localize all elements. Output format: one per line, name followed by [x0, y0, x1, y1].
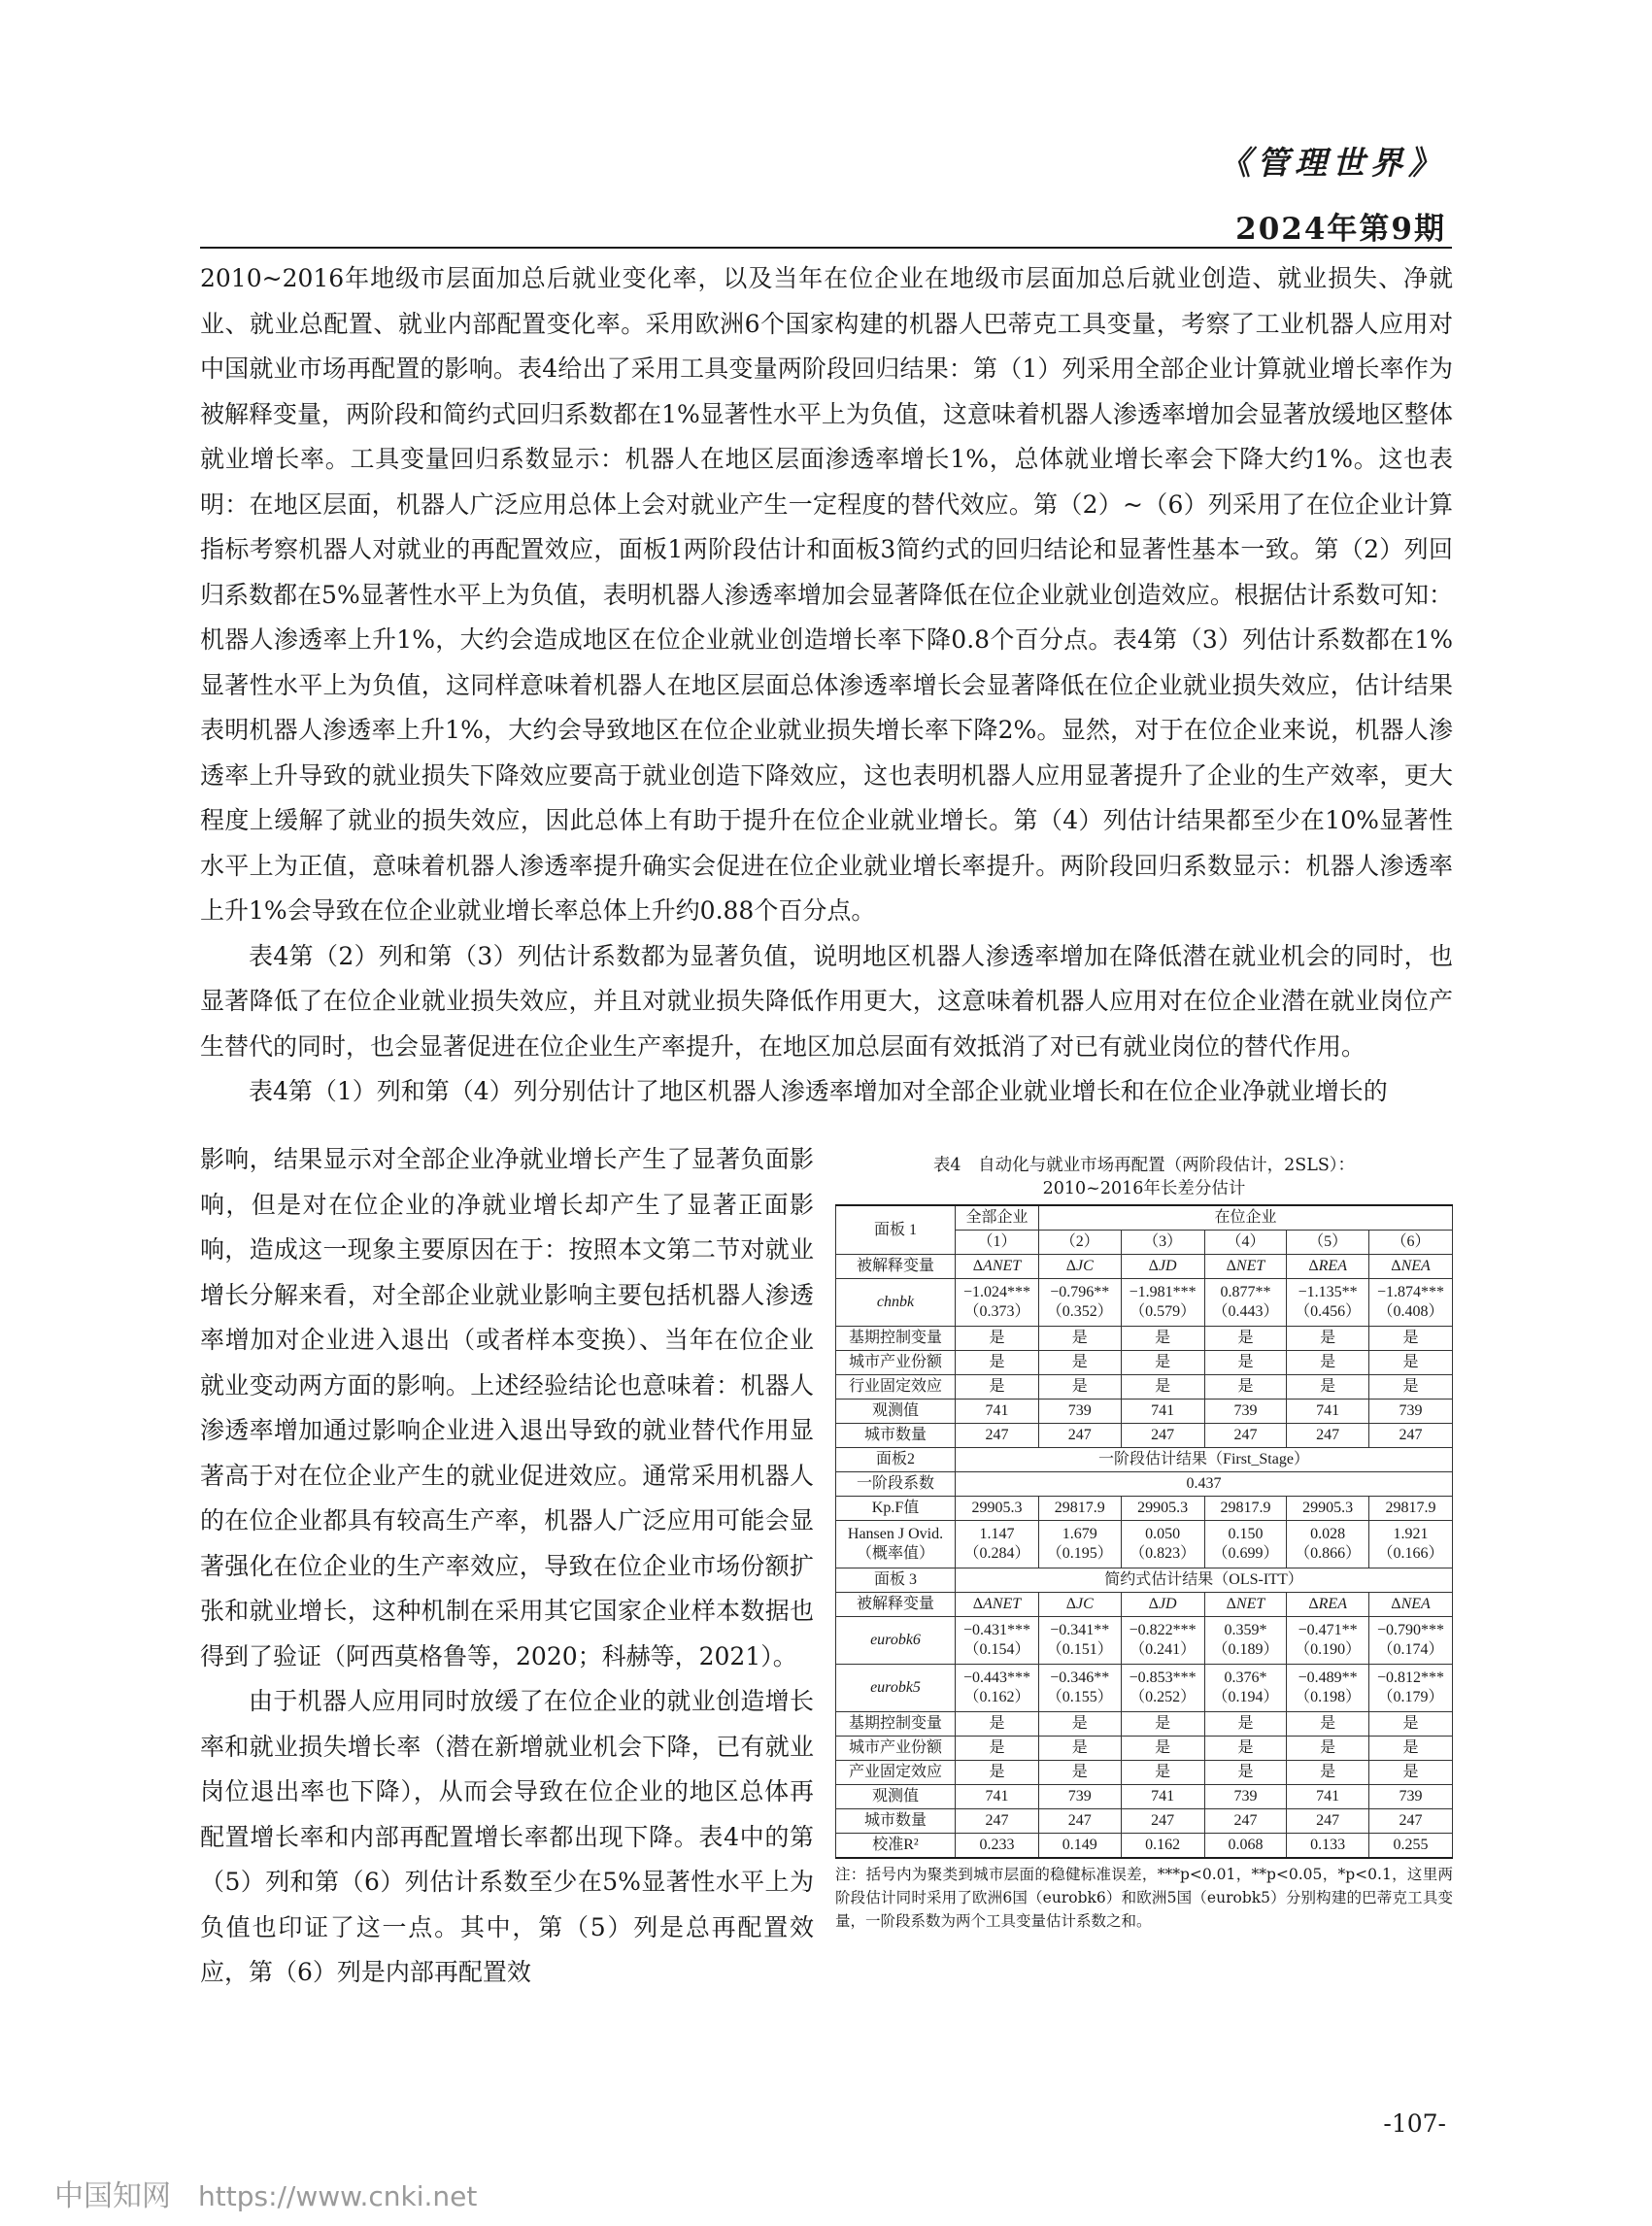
coef-value: −1.874***	[1377, 1284, 1445, 1300]
obs-label: 观测值	[836, 1785, 956, 1809]
se-value: （0.190）	[1295, 1641, 1362, 1658]
hansen-cell	[1121, 1521, 1204, 1568]
depvar-cell: ΔNEA	[1369, 1255, 1453, 1279]
coef-value: −0.489**	[1298, 1670, 1358, 1686]
obs-cell: 739	[1038, 1785, 1121, 1809]
panel2-title: 一阶段估计结果（First_Stage）	[956, 1448, 1453, 1472]
hansen-value: 1.679	[1062, 1526, 1097, 1542]
depvar-cell: ΔNEA	[1369, 1593, 1453, 1617]
yes-cell: 是	[956, 1351, 1039, 1375]
column-number: （4）	[1204, 1231, 1287, 1255]
yes-cell: 是	[1204, 1327, 1287, 1351]
se-value: （0.151）	[1046, 1641, 1113, 1658]
obs-cell: 739	[1204, 1400, 1287, 1424]
column-number: （5）	[1287, 1231, 1369, 1255]
column-number: （3）	[1121, 1231, 1204, 1255]
control-row	[836, 1737, 1453, 1761]
coef-value: −0.853***	[1129, 1670, 1197, 1686]
obs-cell: 741	[956, 1400, 1039, 1424]
city-row	[836, 1424, 1453, 1448]
depvar-name: ANET	[983, 1258, 1022, 1274]
city-cell: 247	[956, 1809, 1039, 1834]
table-caption-line1: 表4 自动化与就业市场再配置（两阶段估计，2SLS）：	[932, 1156, 1356, 1175]
control-label: 基期控制变量	[836, 1327, 956, 1351]
control-row	[836, 1351, 1453, 1375]
depvar-row-panel3	[836, 1593, 1453, 1617]
control-row	[836, 1327, 1453, 1351]
hansen-value: 0.050	[1145, 1526, 1181, 1542]
coef-value: −0.790***	[1377, 1622, 1445, 1638]
table-note: 注：括号内为聚类到城市层面的稳健标准误差，***p<0.01，**p<0.05，*p<0.1，这里两阶段估计同时采用了欧洲6国（eurobk6）和欧洲5国（eurobk5）分别构建的巴蒂克工具变量，一阶段系数为两个工具变量估计系数之和。	[835, 1866, 1453, 1930]
coef-cell	[1287, 1279, 1369, 1327]
hansen-row	[836, 1521, 1453, 1568]
r2-cell: 0.162	[1121, 1834, 1204, 1859]
coef-cell	[956, 1665, 1039, 1712]
group-incumbent-firms: 在位企业	[1038, 1205, 1452, 1231]
coef-cell	[1204, 1617, 1287, 1665]
se-value: （0.352）	[1046, 1303, 1113, 1320]
se-value: （0.252）	[1129, 1689, 1197, 1705]
coef-value: −0.812***	[1377, 1670, 1445, 1686]
yes-cell: 是	[1038, 1712, 1121, 1737]
coef-value: −0.796**	[1050, 1284, 1110, 1300]
coef-cell	[1369, 1279, 1453, 1327]
watermark-cn: 中国知网	[54, 2179, 171, 2213]
depvar-name: NEA	[1400, 1596, 1431, 1612]
se-value: （0.179）	[1377, 1689, 1444, 1705]
variable-label: chnbk	[836, 1279, 956, 1327]
depvar-name: NET	[1235, 1596, 1265, 1612]
hansen-pvalue: （0.284）	[963, 1545, 1030, 1562]
control-label: 产业固定效应	[836, 1761, 956, 1785]
control-row	[836, 1712, 1453, 1737]
yes-cell: 是	[1369, 1375, 1453, 1400]
city-cell: 247	[1121, 1424, 1204, 1448]
r2-cell: 0.255	[1369, 1834, 1453, 1859]
yes-cell: 是	[1287, 1375, 1369, 1400]
se-value: （0.241）	[1129, 1641, 1197, 1658]
coef-cell	[1121, 1279, 1204, 1327]
coef-cell	[1038, 1665, 1121, 1712]
kpf-cell: 29817.9	[1038, 1497, 1121, 1521]
yes-cell: 是	[1038, 1375, 1121, 1400]
yes-cell: 是	[1204, 1351, 1287, 1375]
coef-value: 0.877**	[1220, 1284, 1271, 1300]
control-row	[836, 1375, 1453, 1400]
panel2-label: 面板2	[836, 1448, 956, 1472]
coef-value: −0.822***	[1129, 1622, 1197, 1638]
kpf-cell: 29817.9	[1204, 1497, 1287, 1521]
kpf-cell: 29905.3	[956, 1497, 1039, 1521]
yes-cell: 是	[1121, 1351, 1204, 1375]
hansen-value: 1.921	[1393, 1526, 1429, 1542]
yes-cell: 是	[1121, 1737, 1204, 1761]
yes-cell: 是	[956, 1737, 1039, 1761]
yes-cell: 是	[956, 1712, 1039, 1737]
depvar-cell: ΔJD	[1121, 1255, 1204, 1279]
yes-cell: 是	[1204, 1761, 1287, 1785]
hansen-cell	[1287, 1521, 1369, 1568]
obs-cell: 741	[1121, 1400, 1204, 1424]
paragraph-2: 表4第（2）列和第（3）列估计系数都为显著负值，说明地区机器人渗透率增加在降低潜在就业机会的同时，也显著降低了在位企业就业损失效应，并且对就业损失降低作用更大，这意味着机器人应用对在位企业潜在就业岗位产生替代的同时，也会显著促进在位企业生产率提升，在地区加总层面有效抵消了对已有就业岗位的替代作用。	[200, 941, 1453, 1061]
yes-cell: 是	[1204, 1737, 1287, 1761]
paragraph-4: 由于机器人应用同时放缓了在位企业的就业创造增长率和就业损失增长率（潜在新增就业机会下降，已有就业岗位退出率也下降），从而会导致在位企业的地区总体再配置增长率和内部再配置增长率都出现下降。表4中的第（5）列和第（6）列估计系数至少在5%显著性水平上为负值也印证了这一点。其中，第（5）列是总再配置效应，第（6）列是内部再配置效	[200, 1687, 814, 1986]
depvar-name: JC	[1076, 1596, 1094, 1612]
column-number: （6）	[1369, 1231, 1453, 1255]
regression-table	[835, 1204, 1453, 1859]
se-value: （0.174）	[1377, 1641, 1444, 1658]
yes-cell: 是	[1287, 1737, 1369, 1761]
hansen-pvalue: （0.699）	[1212, 1545, 1279, 1562]
city-cell: 247	[1287, 1424, 1369, 1448]
coef-value: 0.359*	[1224, 1622, 1267, 1638]
group-all-firms: 全部企业	[956, 1205, 1039, 1231]
city-cell: 247	[1038, 1809, 1121, 1834]
se-value: （0.198）	[1295, 1689, 1362, 1705]
coef-value: −0.341**	[1050, 1622, 1110, 1638]
yes-cell: 是	[956, 1761, 1039, 1785]
journal-title: 《管理世界》	[1219, 144, 1446, 182]
depvar-name: JC	[1076, 1258, 1094, 1274]
table-4	[835, 1154, 1453, 1933]
variable-label: eurobk6	[836, 1617, 956, 1665]
coef-cell	[1038, 1617, 1121, 1665]
depvar-name: NET	[1235, 1258, 1265, 1274]
depvar-label: 被解释变量	[836, 1593, 956, 1617]
city-label: 城市数量	[836, 1809, 956, 1834]
yes-cell: 是	[1204, 1375, 1287, 1400]
yes-cell: 是	[1038, 1761, 1121, 1785]
yes-cell: 是	[956, 1375, 1039, 1400]
se-value: （0.443）	[1212, 1303, 1279, 1320]
control-label: 城市产业份额	[836, 1737, 956, 1761]
control-row	[836, 1761, 1453, 1785]
watermark-url: https://www.cnki.net	[198, 2180, 478, 2212]
depvar-cell: ΔNET	[1204, 1593, 1287, 1617]
panel3-title: 简约式估计结果（OLS-ITT）	[956, 1568, 1453, 1593]
hansen-value: 0.028	[1310, 1526, 1346, 1542]
obs-row-3	[836, 1785, 1453, 1809]
yes-cell: 是	[1038, 1327, 1121, 1351]
depvar-name: JD	[1158, 1596, 1177, 1612]
yes-cell: 是	[1121, 1712, 1204, 1737]
variable-label: eurobk5	[836, 1665, 956, 1712]
kpf-row	[836, 1497, 1453, 1521]
depvar-name: NEA	[1400, 1258, 1431, 1274]
hansen-pvalue: （0.166）	[1377, 1545, 1444, 1562]
r2-label: 校准R²	[836, 1834, 956, 1859]
depvar-cell: ΔNET	[1204, 1255, 1287, 1279]
obs-cell: 739	[1038, 1400, 1121, 1424]
hansen-pvalue: （0.866）	[1295, 1545, 1362, 1562]
depvar-label: 被解释变量	[836, 1255, 956, 1279]
obs-row	[836, 1400, 1453, 1424]
panel3-row	[836, 1568, 1453, 1593]
yes-cell: 是	[1287, 1327, 1369, 1351]
coef-cell	[1121, 1617, 1204, 1665]
yes-cell: 是	[1038, 1737, 1121, 1761]
city-label: 城市数量	[836, 1424, 956, 1448]
depvar-cell: ΔJC	[1038, 1593, 1121, 1617]
se-value: （0.162）	[963, 1689, 1030, 1705]
r2-cell: 0.133	[1287, 1834, 1369, 1859]
yes-cell: 是	[1369, 1327, 1453, 1351]
coef-cell	[1287, 1665, 1369, 1712]
hansen-label	[836, 1521, 956, 1568]
first-stage-value: 0.437	[956, 1472, 1453, 1497]
yes-cell: 是	[1287, 1761, 1369, 1785]
r2-cell: 0.149	[1038, 1834, 1121, 1859]
table-caption-line2: 2010~2016年长差分估计	[1042, 1179, 1246, 1198]
kpf-cell: 29905.3	[1287, 1497, 1369, 1521]
page-number: -107-	[1383, 2109, 1446, 2138]
coef-cell	[956, 1617, 1039, 1665]
yes-cell: 是	[1369, 1712, 1453, 1737]
first-stage-row	[836, 1472, 1453, 1497]
hansen-label-main: Hansen J Ovid.	[847, 1526, 944, 1542]
se-value: （0.373）	[963, 1303, 1030, 1320]
header-rule	[200, 247, 1452, 249]
coef-value: −0.443***	[962, 1670, 1030, 1686]
kpf-label: Kp.F值	[836, 1497, 956, 1521]
coef-value: −1.981***	[1129, 1284, 1197, 1300]
obs-label: 观测值	[836, 1400, 956, 1424]
yes-cell: 是	[1038, 1351, 1121, 1375]
se-value: （0.194）	[1212, 1689, 1279, 1705]
coef-value: −0.431***	[962, 1622, 1030, 1638]
obs-cell: 739	[1369, 1785, 1453, 1809]
issue-number: 2024年第9期	[1235, 212, 1446, 247]
kpf-cell: 29817.9	[1369, 1497, 1453, 1521]
depvar-cell: ΔJD	[1121, 1593, 1204, 1617]
hansen-cell	[956, 1521, 1039, 1568]
city-cell: 247	[1287, 1809, 1369, 1834]
se-value: （0.408）	[1377, 1303, 1444, 1320]
hansen-value: 0.150	[1228, 1526, 1264, 1542]
r2-cell: 0.233	[956, 1834, 1039, 1859]
yes-cell: 是	[1121, 1761, 1204, 1785]
city-row-3	[836, 1809, 1453, 1834]
yes-cell: 是	[1204, 1712, 1287, 1737]
hansen-cell	[1369, 1521, 1453, 1568]
city-cell: 247	[1204, 1809, 1287, 1834]
coef-cell	[1287, 1617, 1369, 1665]
depvar-cell: ΔANET	[956, 1593, 1039, 1617]
coef-value: −0.346**	[1050, 1670, 1110, 1686]
obs-cell: 739	[1369, 1400, 1453, 1424]
coef-value: −1.024***	[962, 1284, 1030, 1300]
table-caption	[835, 1154, 1453, 1200]
se-value: （0.154）	[963, 1641, 1030, 1658]
se-value: （0.155）	[1046, 1689, 1113, 1705]
hansen-label-sub: （概率值）	[856, 1545, 934, 1562]
hansen-value: 1.147	[979, 1526, 1015, 1542]
yes-cell: 是	[1369, 1761, 1453, 1785]
hansen-cell	[1204, 1521, 1287, 1568]
se-value: （0.456）	[1295, 1303, 1362, 1320]
obs-cell: 741	[1287, 1785, 1369, 1809]
yes-cell: 是	[1121, 1327, 1204, 1351]
hansen-cell	[1038, 1521, 1121, 1568]
paragraph-3-start: 表4第（1）列和第（4）列分别估计了地区机器人渗透率增加对全部企业就业增长和在位企业净就业增长的	[249, 1077, 1388, 1105]
yes-cell: 是	[1369, 1351, 1453, 1375]
coef-value: −0.471**	[1298, 1622, 1358, 1638]
column-number: （1）	[956, 1231, 1039, 1255]
yes-cell: 是	[1121, 1375, 1204, 1400]
panel1-label: 面板 1	[836, 1205, 956, 1255]
column-number: （2）	[1038, 1231, 1121, 1255]
depvar-cell: ΔREA	[1287, 1593, 1369, 1617]
r2-row	[836, 1834, 1453, 1859]
city-cell: 247	[1204, 1424, 1287, 1448]
depvar-cell: ΔANET	[956, 1255, 1039, 1279]
body-fulltext	[200, 256, 1453, 1115]
coef-cell	[956, 1279, 1039, 1327]
control-label: 行业固定效应	[836, 1375, 956, 1400]
panel3-label: 面板 3	[836, 1568, 956, 1593]
depvar-cell: ΔJC	[1038, 1255, 1121, 1279]
coef-cell	[1204, 1279, 1287, 1327]
depvar-name: ANET	[983, 1596, 1022, 1612]
yes-cell: 是	[1287, 1351, 1369, 1375]
first-stage-label: 一阶段系数	[836, 1472, 956, 1497]
coef-cell	[1121, 1665, 1204, 1712]
hansen-pvalue: （0.195）	[1046, 1545, 1113, 1562]
yes-cell: 是	[1287, 1712, 1369, 1737]
depvar-name: REA	[1318, 1258, 1347, 1274]
coef-row-eurobk6	[836, 1617, 1453, 1665]
hansen-pvalue: （0.823）	[1129, 1545, 1197, 1562]
control-label: 城市产业份额	[836, 1351, 956, 1375]
paragraph-3-cont: 影响，结果显示对全部企业净就业增长产生了显著负面影响，但是对在位企业的净就业增长却产生了显著正面影响，造成这一现象主要原因在于：按照本文第二节对就业增长分解来看，对全部企业就业影响主要包括机器人渗透率增加对企业进入退出（或者样本变换）、当年在位企业就业变动两方面的影响。上述经验结论也意味着：机器人渗透率增加通过影响企业进入退出导致的就业替代作用显著高于对在位企业产生的就业促进效应。通常采用机器人的在位企业都具有较高生产率，机器人广泛应用可能会显著强化在位企业的生产率效应，导致在位企业市场份额扩张和就业增长，这种机制在采用其它国家企业样本数据也得到了验证（阿西莫格鲁等，2020；科赫等，2021）。	[200, 1145, 814, 1670]
depvar-name: REA	[1318, 1596, 1347, 1612]
se-value: （0.579）	[1129, 1303, 1197, 1320]
coef-cell	[1369, 1617, 1453, 1665]
city-cell: 247	[1121, 1809, 1204, 1834]
watermark	[54, 2172, 477, 2214]
panel2-row	[836, 1448, 1453, 1472]
city-cell: 247	[956, 1424, 1039, 1448]
depvar-cell: ΔREA	[1287, 1255, 1369, 1279]
obs-cell: 739	[1204, 1785, 1287, 1809]
header-row-1	[836, 1205, 1453, 1231]
city-cell: 247	[1369, 1809, 1453, 1834]
yes-cell: 是	[956, 1327, 1039, 1351]
depvar-row-panel1	[836, 1255, 1453, 1279]
se-value: （0.189）	[1212, 1641, 1279, 1658]
coef-value: 0.376*	[1224, 1670, 1267, 1686]
coef-cell	[1038, 1279, 1121, 1327]
coef-cell	[1369, 1665, 1453, 1712]
coef-row-chnbk	[836, 1279, 1453, 1327]
obs-cell: 741	[1121, 1785, 1204, 1809]
body-left-column	[200, 1137, 814, 1996]
coef-value: −1.135**	[1298, 1284, 1358, 1300]
paragraph-1: 2010~2016年地级市层面加总后就业变化率，以及当年在位企业在地级市层面加总后就业创造、就业损失、净就业、就业总配置、就业内部配置变化率。采用欧洲6个国家构建的机器人巴蒂克工具变量，考察了工业机器人应用对中国就业市场再配置的影响。表4给出了采用工具变量两阶段回归结果：第（1）列采用全部企业计算就业增长率作为被解释变量，两阶段和简约式回归系数都在1%显著性水平上为负值，这意味着机器人渗透率增加会显著放缓地区整体就业增长率。工具变量回归系数显示：机器人在地区层面渗透率增长1%，总体就业增长率会下降大约1%。这也表明：在地区层面，机器人广泛应用总体上会对就业产生一定程度的替代效应。第（2）~（6）列采用了在位企业计算指标考察机器人对就业的再配置效应，面板1两阶段估计和面板3简约式的回归结论和显著性基本一致。第（2）列回归系数都在5%显著性水平上为负值，表明机器人渗透率增加会显著降低在位企业就业创造效应。根据估计系数可知：机器人渗透率上升1%，大约会造成地区在位企业就业创造增长率下降0.8个百分点。表4第（3）列估计系数都在1%显著性水平上为负值，这同样意味着机器人在地区层面总体渗透率增长会显著降低在位企业就业损失效应，估计结果表明机器人渗透率上升1%，大约会导致地区在位企业就业损失增长率下降2%。显然，对于在位企业来说，机器人渗透率上升导致的就业损失下降效应要高于就业创造下降效应，这也表明机器人应用显著提升了企业的生产效率，更大程度上缓解了就业的损失效应，因此总体上有助于提升在位企业就业增长。第（4）列估计结果都至少在10%显著性水平上为正值，意味着机器人渗透率提升确实会促进在位企业就业增长率提升。两阶段回归系数显示：机器人渗透率上升1%会导致在位企业就业增长率总体上升约0.88个百分点。	[200, 264, 1453, 925]
coef-row-eurobk5	[836, 1665, 1453, 1712]
kpf-cell: 29905.3	[1121, 1497, 1204, 1521]
coef-cell	[1204, 1665, 1287, 1712]
city-cell: 247	[1038, 1424, 1121, 1448]
yes-cell: 是	[1369, 1737, 1453, 1761]
city-cell: 247	[1369, 1424, 1453, 1448]
depvar-name: JD	[1158, 1258, 1177, 1274]
control-label: 基期控制变量	[836, 1712, 956, 1737]
r2-cell: 0.068	[1204, 1834, 1287, 1859]
obs-cell: 741	[1287, 1400, 1369, 1424]
obs-cell: 741	[956, 1785, 1039, 1809]
